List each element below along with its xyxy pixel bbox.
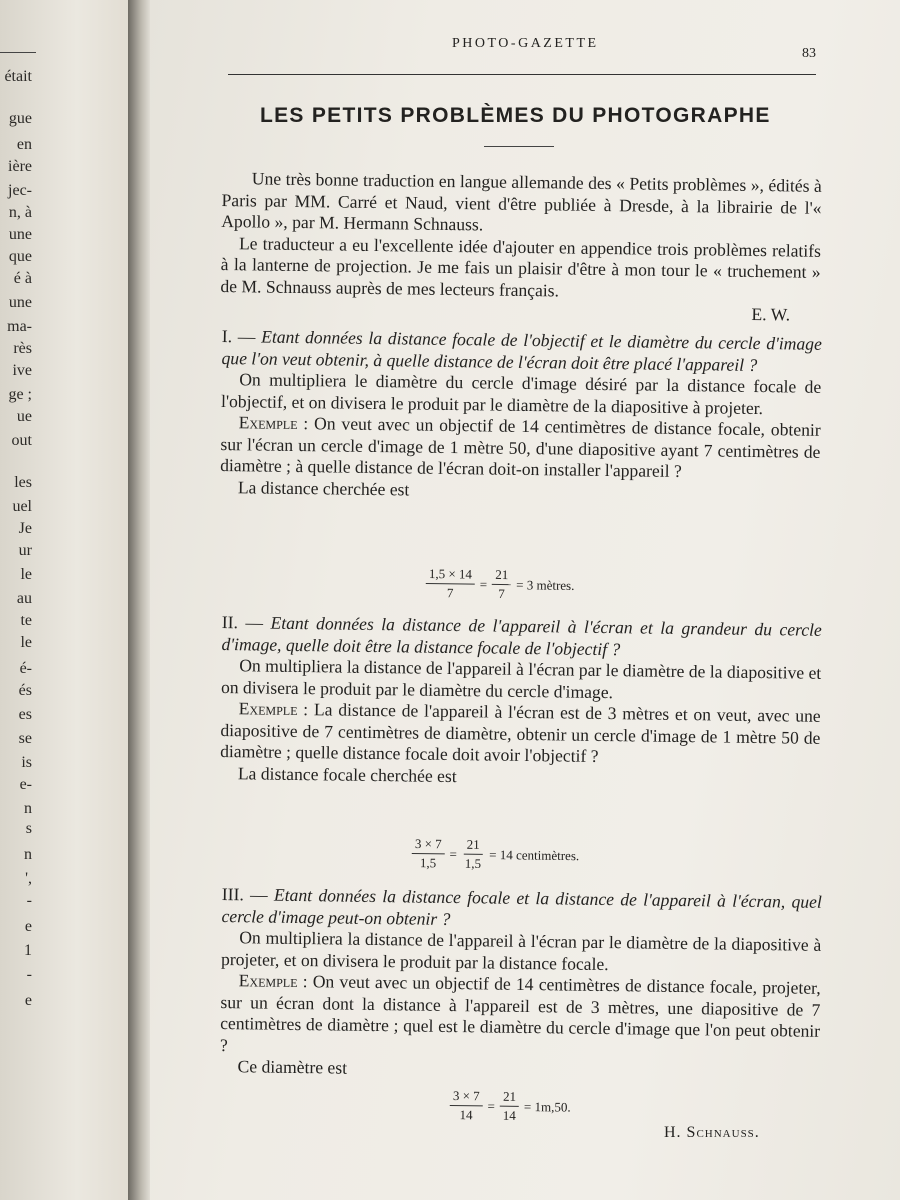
facing-page-fragment: e- bbox=[19, 776, 32, 793]
problem-method: On multipliera la distance de l'appareil à l'écran par le diamètre de la diapositive à projeter, et on divisera le produit par la distance focale. bbox=[220, 927, 822, 974]
problem-label: III. — bbox=[221, 884, 268, 905]
problem-label: I. — bbox=[221, 326, 256, 347]
author-signature: H. Schnauss. bbox=[664, 1124, 760, 1141]
fraction-numerator: 3 × 7 bbox=[412, 836, 445, 854]
facing-page-fragment: e bbox=[24, 992, 32, 1009]
facing-page-rule bbox=[0, 52, 36, 53]
problem-method: On multipliera la distance de l'appareil à l'écran par le diamètre de la diapositive et on divisera le produit par le diamètre du cercle d'image. bbox=[220, 655, 822, 702]
formula-1 bbox=[426, 566, 575, 603]
book-page bbox=[150, 0, 900, 1200]
running-title: PHOTO-GAZETTE bbox=[452, 36, 599, 51]
problem-question: Etant données la distance focale de l'objectif et le diamètre du cercle d'image que l'on veut obtenir, à quelle distance de l'écran doit être placé l'appareil ? bbox=[221, 326, 822, 375]
facing-page-fragment: é à bbox=[13, 270, 32, 287]
formula-lead: La distance focale cherchée est bbox=[237, 762, 457, 786]
facing-page-fragment: une bbox=[8, 226, 32, 243]
facing-page-fragment: gue bbox=[8, 110, 32, 127]
example-text: La distance de l'appareil à l'écran est de 3 mètres et on veut, avec une diapositive de 7 centimètres de diamètre, obtenir un cercle d'image de 1 mètre 50 de diamètre ; quelle distance focale doit avoir l'objectif ? bbox=[220, 699, 821, 766]
facing-page-fragment: n bbox=[24, 846, 32, 863]
equals-sign: = bbox=[479, 576, 488, 592]
facing-page-fragment: ma- bbox=[7, 318, 32, 335]
problem-question: Etant données la distance focale et la distance de l'appareil à l'écran, quel cercle d'image peut-on obtenir ? bbox=[221, 884, 822, 929]
facing-page-fragment: au bbox=[16, 590, 32, 607]
fraction-numerator: 1,5 × 14 bbox=[426, 566, 475, 585]
fraction-denominator: 14 bbox=[502, 1107, 516, 1123]
facing-page-fragment: es bbox=[18, 706, 32, 723]
facing-page-fragment: ue bbox=[16, 408, 32, 425]
facing-page-fragment: les bbox=[14, 474, 32, 491]
intro-paragraph-1: Une très bonne traduction en langue allemande des « Petits problèmes », édités à Paris par MM. Carré et Naud, vient d'être publiée à Dresde, à la librairie de l'« Apollo », par M. Hermann Schnauss. bbox=[221, 168, 822, 235]
formula-result: = 3 mètres. bbox=[516, 576, 575, 593]
facing-page-fragment: n bbox=[24, 800, 32, 817]
facing-page-fragment: s bbox=[25, 820, 32, 837]
intro-paragraph-2: Le traducteur a eu l'excellente idée d'ajouter en appendice trois problèmes relatifs à la lanterne de projection. Je me fais un plaisir d'être à mon tour le « truchement » de M. Schnauss auprès de mes lecteurs français. bbox=[220, 232, 822, 300]
fraction-numerator: 3 × 7 bbox=[450, 1088, 483, 1106]
facing-page-fragment: le bbox=[20, 566, 32, 583]
fraction-numerator: 21 bbox=[464, 837, 483, 855]
facing-page-fragment: Je bbox=[18, 520, 32, 537]
formula-result: = 14 centimètres. bbox=[489, 846, 580, 863]
problem-method: On multipliera le diamètre du cercle d'image désiré par la distance focale de l'objectif, et on divisera le produit par le diamètre de la diapositive à projeter. bbox=[220, 369, 822, 418]
fraction-denominator: 1,5 bbox=[419, 855, 437, 871]
facing-page-fragment: que bbox=[8, 248, 32, 265]
facing-page-fragment: - bbox=[26, 892, 32, 909]
facing-page-fragment: le bbox=[20, 634, 32, 651]
fraction bbox=[500, 1089, 519, 1124]
fraction bbox=[462, 837, 485, 872]
example-label: Exemple : bbox=[238, 970, 308, 992]
example-label: Exemple : bbox=[238, 412, 309, 434]
facing-page-fragment: était bbox=[4, 68, 32, 85]
title-rule bbox=[484, 146, 554, 147]
formula-result: = 1m,50. bbox=[523, 1098, 571, 1115]
facing-page-fragment: en bbox=[16, 136, 32, 153]
fraction-denominator: 14 bbox=[459, 1107, 473, 1123]
facing-page-edge bbox=[0, 0, 128, 1200]
fraction bbox=[426, 566, 476, 602]
facing-page-fragment: é- bbox=[19, 660, 32, 677]
header-rule bbox=[228, 74, 816, 75]
facing-page-fragment: rès bbox=[13, 340, 32, 357]
facing-page-fragment: n, à bbox=[8, 204, 32, 221]
formula-lead: La distance cherchée est bbox=[237, 476, 410, 499]
facing-page-fragment: 1 bbox=[24, 942, 32, 959]
facing-page-fragment: out bbox=[11, 432, 32, 449]
fraction-denominator: 7 bbox=[498, 585, 505, 602]
formula-3 bbox=[450, 1088, 571, 1125]
facing-page-fragment: ur bbox=[18, 542, 32, 559]
fraction-numerator: 21 bbox=[492, 567, 511, 585]
problem-2 bbox=[220, 612, 822, 792]
facing-page-fragment: te bbox=[20, 612, 32, 629]
fraction bbox=[412, 836, 445, 871]
facing-page-fragment: uel bbox=[12, 498, 32, 515]
article-title: LES PETITS PROBLÈMES DU PHOTOGRAPHE bbox=[260, 104, 771, 127]
equals-sign: = bbox=[487, 1097, 496, 1114]
intro-block bbox=[220, 168, 822, 326]
intro-signature: E. W. bbox=[751, 303, 791, 325]
facing-page-fragment: une bbox=[8, 294, 32, 311]
fraction-numerator: 21 bbox=[500, 1089, 519, 1107]
facing-page-fragment: és bbox=[18, 682, 32, 699]
problem-3 bbox=[219, 884, 821, 1085]
facing-page-fragment: ge ; bbox=[8, 386, 32, 403]
fraction-denominator: 1,5 bbox=[464, 855, 482, 871]
book-gutter bbox=[128, 0, 152, 1200]
facing-page-fragment: ', bbox=[25, 870, 32, 887]
facing-page-fragment: e bbox=[24, 918, 32, 935]
problem-1 bbox=[220, 326, 822, 506]
example-text: On veut avec un objectif de 14 centimètres de distance focale, obtenir sur l'écran un cercle d'image de 1 mètre 50, d'une diapositive ayant 7 centimètres de diamètre ; à quelle distance de l'écran doit-on installer l'appareil ? bbox=[220, 413, 821, 482]
problem-label: II. — bbox=[221, 612, 264, 633]
page-number: 83 bbox=[802, 46, 816, 61]
facing-page-fragment: is bbox=[21, 754, 32, 771]
facing-page-fragment: ière bbox=[8, 158, 32, 175]
formula-lead: Ce diamètre est bbox=[237, 1056, 348, 1078]
facing-page-fragment: ive bbox=[12, 362, 32, 379]
facing-page-fragment: - bbox=[26, 966, 32, 983]
formula-2 bbox=[412, 836, 580, 873]
fraction bbox=[450, 1088, 483, 1123]
facing-page-fragment: se bbox=[18, 730, 32, 747]
facing-page-fragment: jec- bbox=[8, 182, 32, 199]
fraction bbox=[492, 567, 511, 602]
problem-question: Etant données la distance de l'appareil à l'écran et la grandeur du cercle d'image, quelle doit être la distance focale de l'objectif ? bbox=[221, 612, 822, 659]
equals-sign: = bbox=[449, 845, 458, 862]
example-text: On veut avec un objectif de 14 centimètres de distance focale, projeter, sur un écran dont la distance à l'appareil est de 3 mètres, une diapositive de 7 centimètres de diamètre ; quel est le diamètre du cercle d'image que l'on peut obtenir ? bbox=[219, 971, 821, 1055]
fraction-denominator: 7 bbox=[446, 585, 454, 601]
example-label: Exemple : bbox=[238, 698, 309, 720]
